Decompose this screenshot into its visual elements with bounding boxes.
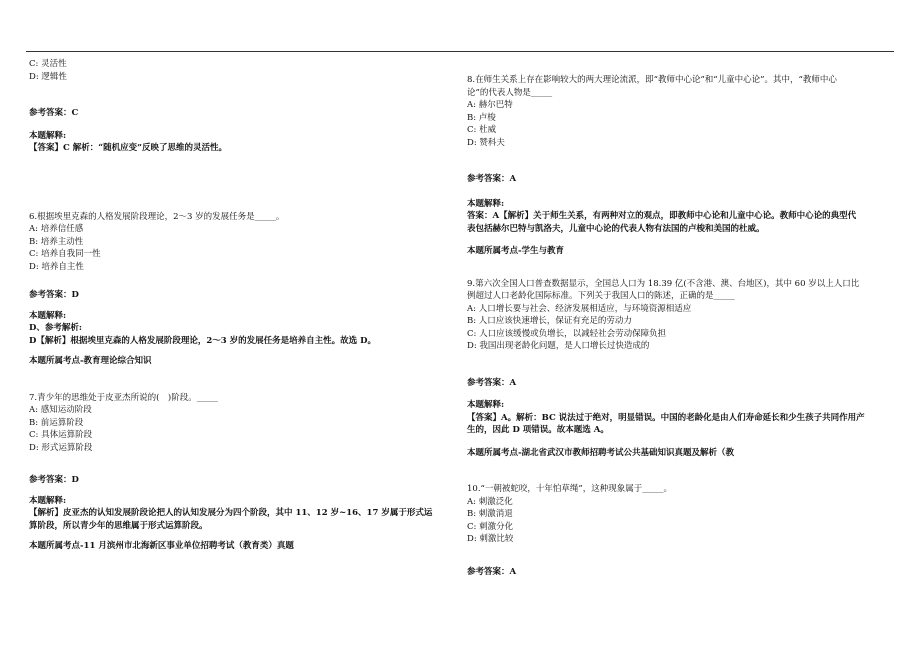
option-c: C: 培养自我同一性 (29, 249, 101, 259)
option-c: C: 灵活性 (29, 59, 67, 69)
option-d: D: 刺激比较 (467, 534, 514, 544)
question-stem-8: 8.在师生关系上存在影响较大的两大理论流派，即“教师中心论”和“儿童中心论”。其中，“教师中心 (467, 75, 837, 85)
question-stem-10: 10.“一朝被蛇咬，十年怕草绳”，这种现象属于_____。 (467, 484, 672, 494)
question-stem-8-cont: 论”的代表人物是_____ (467, 87, 553, 98)
answer: 参考答案：D (29, 290, 79, 300)
option-b: B: 前运算阶段 (29, 417, 84, 428)
explanation-text: 答案：A【解析】关于师生关系，有两种对立的观点，即教师中心论和儿童中心论。教师中心论的典型代 (467, 211, 857, 221)
explanation-text: 表包括赫尔巴特与凯洛夫，儿童中心论的代表人物有法国的卢梭和美国的杜威。 (467, 223, 765, 234)
topic-line: 本题所属考点-教育理论综合知识 (29, 356, 152, 366)
left-column (29, 58, 434, 553)
option-c: C: 人口应该缓慢或负增长，以减轻社会劳动保障负担 (467, 328, 667, 339)
option-a: A: 刺激泛化 (467, 496, 513, 507)
question-stem-7: 7.青少年的思维处于皮亚杰所说的( )阶段。_____ (29, 392, 218, 403)
option-b: B: 卢梭 (467, 112, 496, 123)
question-stem-9-cont: 例超过人口老龄化国际标准。下列关于我国人口的陈述，正确的是_____ (467, 291, 735, 301)
explanation-text: 生的，因此 D 项错误。故本题选 A。 (467, 425, 609, 435)
explanation-title: 本题解释: (29, 310, 67, 321)
explanation-text: D、参考解析: (29, 323, 83, 333)
option-b: B: 培养主动性 (29, 236, 84, 247)
answer: 参考答案：A (467, 566, 517, 577)
right-column (467, 58, 872, 578)
option-c: C: 刺激分化 (467, 521, 514, 532)
answer: 参考答案：C (29, 108, 79, 118)
question-stem-6: 6.根据埃里克森的人格发展阶段理论，2～3 岁的发展任务是_____。 (29, 211, 285, 222)
option-d: D: 培养自主性 (29, 261, 84, 272)
option-b: B: 人口应该快速增长，保证有充足的劳动力 (467, 316, 632, 326)
explanation-text: 【解析】皮亚杰的认知发展阶段论把人的认知发展分为四个阶段，其中 11、12 岁~16、17 岁属于形式运 (29, 508, 433, 518)
topic-line: 本题所属考点-湖北省武汉市教师招聘考试公共基础知识真题及解析（教 (467, 447, 735, 458)
explanation-text: 【答案】C 解析：“随机应变”反映了思维的灵活性。 (29, 143, 228, 153)
explanation-text: 【答案】A。解析：BC 说法过于绝对，明显错误。中国的老龄化是由人们寿命延长和少生孩子共同作用产 (467, 412, 865, 423)
option-a: A: 感知运动阶段 (29, 405, 92, 415)
explanation-title: 本题解释: (467, 400, 505, 410)
option-b: B: 刺激消退 (467, 509, 513, 519)
explanation-title: 本题解释: (29, 130, 67, 141)
option-a: A: 人口增长要与社会、经济发展相适应，与环境资源相适应 (467, 303, 692, 314)
option-a: A: 赫尔巴特 (467, 100, 513, 110)
question-stem-9: 9.第六次全国人口普查数据显示，全国总人口为 18.39 亿(不含港、澳、台地区)，其中 60 岁以上人口比 (467, 278, 860, 289)
option-d: D: 形式运算阶段 (29, 442, 93, 453)
topic-line: 本题所属考点-11 月滨州市北海新区事业单位招聘考试（教育类）真题 (29, 541, 294, 551)
option-c: C: 具体运算阶段 (29, 430, 93, 440)
option-d: D: 逻辑性 (29, 71, 67, 82)
option-d: D: 赞科夫 (467, 137, 505, 148)
answer: 参考答案：D (29, 475, 79, 485)
explanation-text: D【解析】根据埃里克森的人格发展阶段理论，2～3 岁的发展任务是培养自主性。故选 D。 (29, 335, 376, 346)
option-c: C: 杜威 (467, 125, 497, 135)
option-d: D: 我国出现老龄化问题，是人口增长过快造成的 (467, 341, 650, 351)
header-rule (26, 51, 894, 52)
option-a: A: 培养信任感 (29, 224, 84, 234)
explanation-title: 本题解释: (467, 198, 505, 209)
explanation-title: 本题解释: (29, 495, 67, 506)
answer: 参考答案：A (467, 174, 517, 184)
explanation-text: 算阶段，所以青少年的思维属于形式运算阶段。 (29, 520, 208, 531)
topic-line: 本题所属考点-学生与教育 (467, 246, 565, 256)
answer: 参考答案：A (467, 377, 517, 388)
